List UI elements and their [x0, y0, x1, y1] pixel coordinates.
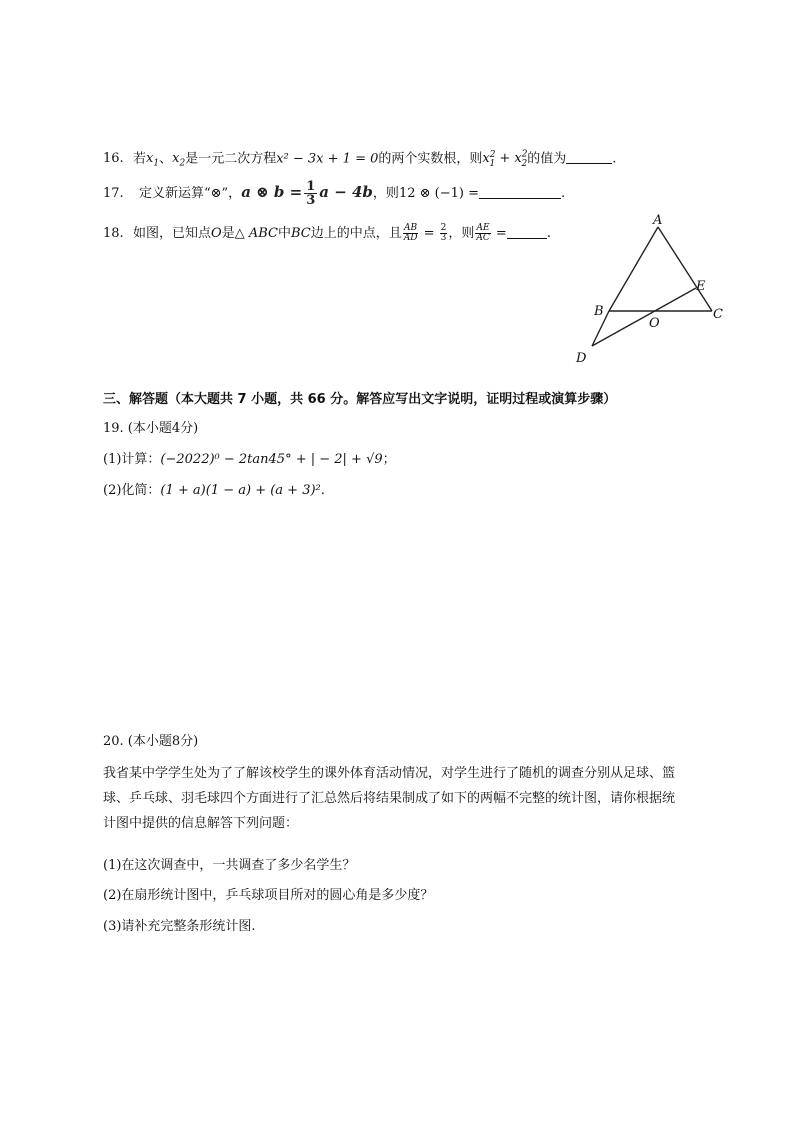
question-20-sub1: (1)在这次调查中，一共调查了多少名学生？: [103, 858, 356, 873]
expression: 12 ⊗ (−1) =: [398, 186, 479, 201]
expression: $x^2_1 + x^2_2$: [482, 150, 528, 169]
answer-blank[interactable]: [507, 225, 547, 239]
answer-blank[interactable]: [479, 185, 561, 199]
label-a: A: [653, 213, 663, 228]
fraction: $\frac{AB}{AD}$: [403, 223, 418, 243]
segment-ac: [658, 227, 712, 311]
question-17: 17. 定义新运算“⊗”，a ⊗ b = $\frac{1}{3}$ a − 4b，则12 ⊗ (−1) = .: [103, 178, 566, 208]
question-20-sub2: (2)在扇形统计图中，乒乓球项目所对的圆心角是多少度？: [103, 888, 434, 903]
label-o: O: [649, 316, 660, 331]
segment-de: [592, 288, 696, 346]
question-number: 16.: [103, 151, 124, 167]
question-19-header: 19. (本小题4分): [103, 421, 199, 436]
answer-blank[interactable]: [566, 150, 612, 164]
question-19-part2: (2)化简：(1 + a)(1 − a) + (a + 3)².: [103, 483, 325, 498]
fraction: $\frac{2}{3}$: [440, 223, 447, 243]
question-20-header: 20. (本小题8分): [103, 734, 199, 749]
question-18: 18. 如图，已知点O是△ ABC中BC边上的中点，且 $\frac{AB}{AD}$ = $\frac{2}{3}$ ，则 $\frac{AE}{AC}$ = .: [103, 223, 551, 243]
operation-definition: a ⊗ b = $\frac{1}{3}$ a − 4b: [241, 178, 373, 208]
triangle-figure: [560, 210, 740, 370]
question-20-body: 我省某中学学生处为了了解该校学生的课外体育活动情况，对学生进行了随机的调查分别从足球、篮 球、乒乓球、羽毛球四个方面进行了汇总然后将结果制成了如下的两幅不完整的统计图，请你根据统 计图中提供的信息解答下列问题：: [103, 766, 676, 831]
question-number: 17.: [103, 186, 124, 201]
expression: (−2022)⁰ − 2tan45° + | − 2| + √9: [160, 452, 383, 467]
label-d: D: [576, 351, 587, 366]
question-20-sub3: (3)请补充完整条形统计图.: [103, 919, 256, 934]
question-16: 16. 若$x_1$、$x_2$是一元二次方程x² − 3x + 1 = 0的两个实数根，则$x^2_1 + x^2_2$的值为 .: [103, 150, 617, 169]
expression: (1 + a)(1 − a) + (a + 3)²: [160, 483, 321, 498]
label-b: B: [594, 304, 604, 319]
math-var: $x_1$: [146, 151, 160, 169]
math-var: $x_2$: [172, 151, 186, 169]
question-19-part1: (1)计算：(−2022)⁰ − 2tan45° + | − 2| + √9；: [103, 452, 396, 467]
label-e: E: [696, 279, 706, 294]
segment-ab: [609, 227, 658, 311]
label-c: C: [713, 307, 723, 322]
equation: x² − 3x + 1 = 0: [276, 151, 379, 167]
question-number: 18.: [103, 226, 124, 241]
section-heading: 三、解答题（本大题共 7 小题，共 66 分。解答应写出文字说明，证明过程或演算步骤）: [103, 392, 617, 407]
fraction: $\frac{AE}{AC}$: [476, 223, 490, 243]
